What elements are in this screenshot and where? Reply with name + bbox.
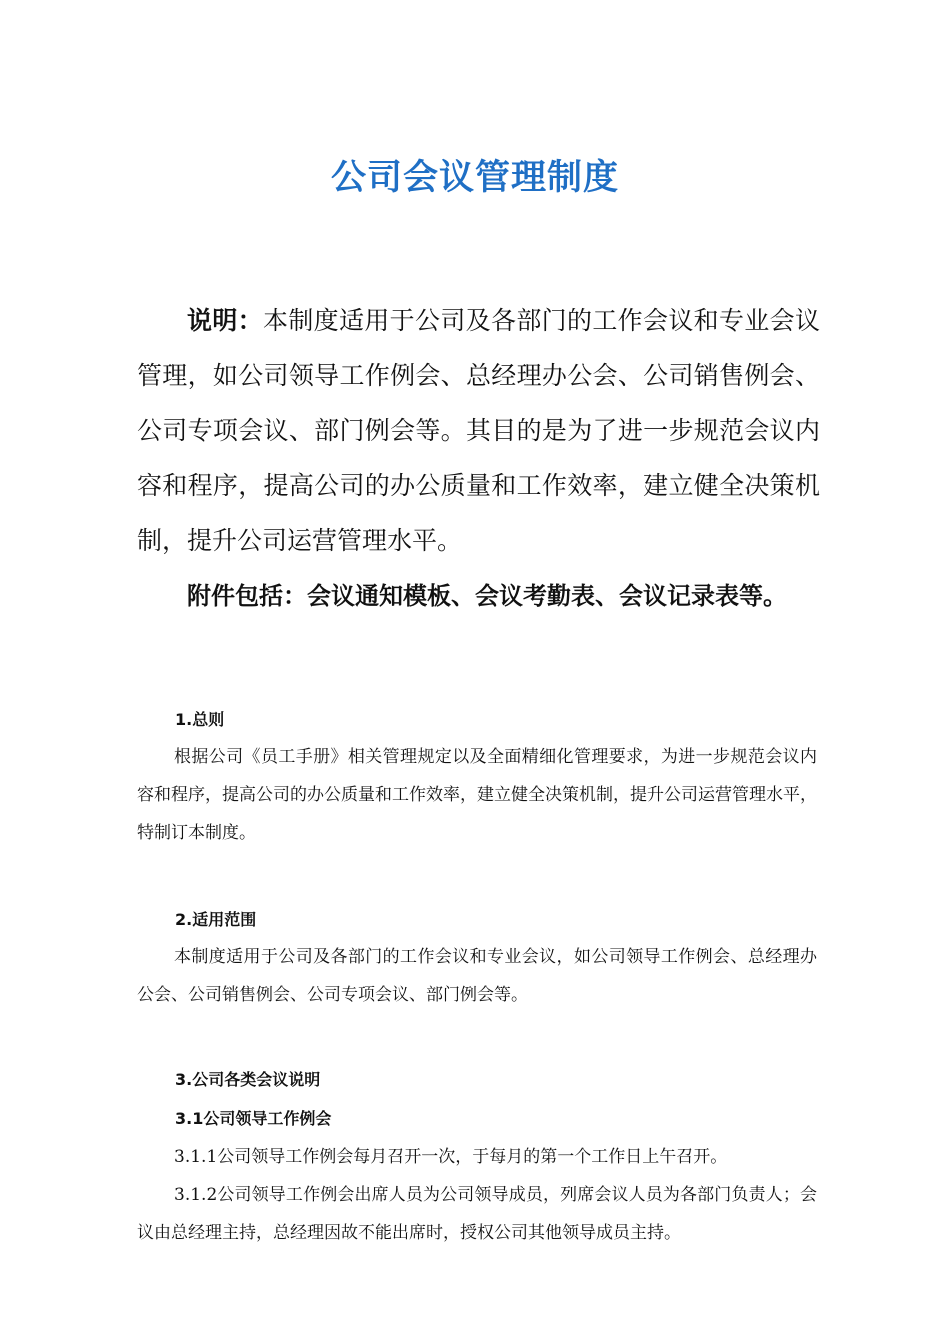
section-1-heading: 1.总则: [175, 710, 225, 729]
section-3-1-2-text: 3.1.2公司领导工作例会出席人员为公司领导成员，列席会议人员为各部门负责人；会议由总经理主持，总经理因故不能出席时，授权公司其他领导成员主持。: [137, 1185, 817, 1243]
attachments-line: 附件包括：会议通知模板、会议考勤表、会议记录表等。: [187, 582, 787, 610]
section-2-heading: 2.适用范围: [175, 910, 257, 929]
intro-label: 说明：: [187, 306, 263, 335]
document-title: 公司会议管理制度: [330, 158, 619, 198]
section-2-text: 本制度适用于公司及各部门的工作会议和专业会议，如公司领导工作例会、总经理办公会、公司销售例会、公司专项会议、部门例会等。: [137, 947, 817, 1005]
intro-text: 本制度适用于公司及各部门的工作会议和专业会议管理，如公司领导工作例会、总经理办公会、公司销售例会、公司专项会议、部门例会等。其目的是为了进一步规范会议内容和程序，提高公司的办公质量和工作效率，建立健全决策机制，提升公司运营管理水平。: [137, 306, 820, 555]
section-3-heading: 3.公司各类会议说明: [175, 1070, 321, 1089]
section-1-text: 根据公司《员工手册》相关管理规定以及全面精细化管理要求，为进一步规范会议内容和程序，提高公司的办公质量和工作效率，建立健全决策机制，提升公司运营管理水平，特制订本制度。: [137, 747, 817, 843]
section-3-1-heading: 3.1公司领导工作例会: [175, 1109, 332, 1128]
intro-paragraph: [137, 293, 820, 568]
section-3-1-1-text: 3.1.1公司领导工作例会每月召开一次，于每月的第一个工作日上午召开。: [174, 1147, 728, 1167]
